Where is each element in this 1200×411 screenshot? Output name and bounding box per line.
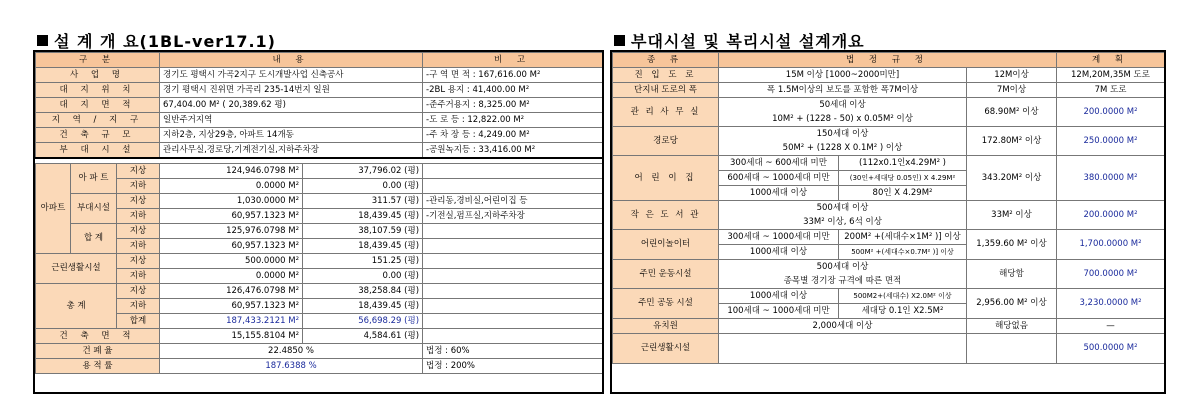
plan-value: 700.0000 M² (1057, 260, 1165, 289)
area-note (423, 224, 603, 239)
area-m2: 60,957.1323 M² (160, 299, 303, 314)
info-label: 지 역 / 지 구 (36, 113, 160, 128)
info-note: -주 차 장 등 : 4,249.00 M² (423, 128, 603, 143)
area-pyeong: 0.00 (평) (303, 269, 423, 284)
area-pyeong: 311.57 (평) (303, 194, 423, 209)
rule-formula: 200M² +(세대수×1M² )] 이상 (839, 230, 967, 245)
above-ground-label: 지상 (117, 224, 160, 239)
requirement: 343.20M² 이상 (967, 156, 1057, 201)
plan-value: 3,230.0000 M² (1057, 289, 1165, 319)
apartment-unit-label: 아 파 트 (71, 164, 117, 194)
above-ground-label: 지상 (117, 164, 160, 179)
header-type: 종 류 (613, 53, 719, 68)
above-ground-label: 지상 (117, 254, 160, 269)
requirement: 해당없음 (967, 319, 1057, 334)
plan-value: 200.0000 M² (1057, 98, 1165, 127)
below-ground-label: 지하 (117, 269, 160, 284)
rule-formula: 세대당 0.1인 X2.5M² (839, 304, 967, 319)
info-value: 경기도 평택시 가곡2지구 도시개발사업 신축공사 (160, 68, 423, 83)
right-title-text: 부대시설 및 복리시설 설계개요 (631, 32, 865, 51)
area-pyeong: 37,796.02 (평) (303, 164, 423, 179)
area-note (423, 179, 603, 194)
row-label: 경로당 (613, 127, 719, 156)
auxiliary-label: 부대시설 (71, 194, 117, 224)
legal-rule-detail: 종목별 경기장 규격에 따른 면적 (719, 274, 967, 289)
info-value: 일반주거지역 (160, 113, 423, 128)
left-section-title (37, 29, 276, 52)
rule-formula: (112x0.1인x4.29M² ) (839, 156, 967, 171)
requirement (967, 334, 1057, 364)
plan-value: 12M,20M,35M 도로 (1057, 68, 1165, 83)
requirement: 1,359.60 M² 이상 (967, 230, 1057, 260)
square-bullet-icon (614, 35, 625, 46)
total-area-pyeong: 56,698.29 (평) (303, 314, 423, 329)
area-m2: 60,957.1323 M² (160, 209, 303, 224)
area-note (423, 284, 603, 299)
coverage-label: 건 폐 율 (36, 344, 160, 359)
legal-rule: 500세대 이상 (719, 260, 967, 275)
info-label: 사 업 명 (36, 68, 160, 83)
row-label: 관 리 사 무 실 (613, 98, 719, 127)
requirement: 2,956.00 M² 이상 (967, 289, 1057, 319)
area-pyeong: 18,439.45 (평) (303, 239, 423, 254)
area-m2: 126,476.0798 M² (160, 284, 303, 299)
area-pyeong: 18,439.45 (평) (303, 299, 423, 314)
info-label: 부 대 시 설 (36, 143, 160, 159)
legal-rule: 폭 1.5M이상의 보도를 포함한 폭7M이상 (719, 83, 967, 98)
far-value: 187.6388 % (160, 359, 423, 374)
total-label: 총 계 (36, 284, 117, 329)
requirement: 해당함 (967, 260, 1057, 289)
header-category: 구 분 (36, 53, 160, 68)
sum-label: 합 계 (71, 224, 117, 254)
building-area-m2: 15,155.8104 M² (160, 329, 303, 344)
area-note (423, 269, 603, 284)
rule-condition: 600세대 ~ 1000세대 미만 (719, 171, 839, 186)
info-label: 건 축 규 모 (36, 128, 160, 143)
info-note: -도 로 등 : 12,822.00 M² (423, 113, 603, 128)
plan-value: 250.0000 M² (1057, 127, 1165, 156)
area-pyeong: 0.00 (평) (303, 179, 423, 194)
coverage-value: 22.4850 % (160, 344, 423, 359)
legal-rule: 15M 이상 [1000~2000미만] (719, 68, 967, 83)
info-note: -공원녹지등 : 33,416.00 M² (423, 143, 603, 159)
apartment-label: 아파트 (36, 164, 71, 254)
info-value: 관리사무실,경로당,기계전기실,지하주차장 (160, 143, 423, 159)
rule-condition: 1000세대 이상 (719, 289, 839, 304)
far-note: 법정 : 200% (423, 359, 603, 374)
rule-formula: 500M2+(세대수) X2.0M² 이상 (839, 289, 967, 304)
rule-condition: 1000세대 이상 (719, 245, 839, 260)
below-ground-label: 지하 (117, 209, 160, 224)
row-label: 진 입 도 로 (613, 68, 719, 83)
area-m2: 1,030.0000 M² (160, 194, 303, 209)
area-pyeong: 38,107.59 (평) (303, 224, 423, 239)
area-note (423, 254, 603, 269)
area-note (423, 164, 603, 179)
area-m2: 125,976.0798 M² (160, 224, 303, 239)
rule-formula: 80인 X 4.29M² (839, 186, 967, 201)
row-label: 근린생활시설 (613, 334, 719, 364)
far-label: 용 적 률 (36, 359, 160, 374)
legal-rule (719, 334, 967, 364)
area-note (423, 314, 603, 329)
info-label: 대 지 면 적 (36, 98, 160, 113)
area-m2: 124,946.0798 M² (160, 164, 303, 179)
plan-value: 200.0000 M² (1057, 201, 1165, 230)
rule-condition: 1000세대 이상 (719, 186, 839, 201)
area-pyeong: 38,258.84 (평) (303, 284, 423, 299)
requirement: 172.80M² 이상 (967, 127, 1057, 156)
below-ground-label: 지하 (117, 239, 160, 254)
area-note (423, 239, 603, 254)
area-m2: 60,957.1323 M² (160, 239, 303, 254)
legal-rule: 50세대 이상 (719, 98, 967, 113)
legal-rule-detail: 10M² + (1228 - 50) x 0.05M² 이상 (719, 112, 967, 127)
info-note: -준주거용지 : 8,325.00 M² (423, 98, 603, 113)
header-plan: 계 획 (1057, 53, 1165, 68)
below-ground-label: 지하 (117, 299, 160, 314)
requirement: 12M이상 (967, 68, 1057, 83)
legal-rule-detail: 33M² 이상, 6석 이상 (719, 215, 967, 230)
below-ground-label: 지하 (117, 179, 160, 194)
header-legal-rule: 법 정 규 정 (719, 53, 1057, 68)
above-ground-label: 지상 (117, 194, 160, 209)
header-content: 내 용 (160, 53, 423, 68)
area-note: -기전실,펌프실,지하주차장 (423, 209, 603, 224)
legal-rule: 500세대 이상 (719, 201, 967, 216)
header-remarks: 비 고 (423, 53, 603, 68)
area-m2: 500.0000 M² (160, 254, 303, 269)
row-label: 주민 공동 시설 (613, 289, 719, 319)
legal-rule: 2,000세대 이상 (719, 319, 967, 334)
area-note: -관리동,경비실,어린이집 등 (423, 194, 603, 209)
legal-rule-detail: 50M² + (1228 X 0.1M² ) 이상 (719, 141, 967, 156)
info-value: 67,404.00 M² ( 20,389.62 평) (160, 98, 423, 113)
area-m2: 0.0000 M² (160, 179, 303, 194)
coverage-note: 법정 : 60% (423, 344, 603, 359)
requirement: 33M² 이상 (967, 201, 1057, 230)
legal-rule: 150세대 이상 (719, 127, 967, 142)
rule-formula: (30인+세대당 0.05인) X 4.29M² (839, 171, 967, 186)
info-label: 대 지 위 치 (36, 83, 160, 98)
plan-value: 500.0000 M² (1057, 334, 1165, 364)
rule-formula: 500M² +(세대수×0.7M² )] 이상 (839, 245, 967, 260)
rule-condition: 100세대 ~ 1000세대 미만 (719, 304, 839, 319)
building-area-label: 건 축 면 적 (36, 329, 160, 344)
area-pyeong: 151.25 (평) (303, 254, 423, 269)
info-note: -2BL 용지 : 41,400.00 M² (423, 83, 603, 98)
row-label: 단지내 도로의 폭 (613, 83, 719, 98)
plan-value: — (1057, 319, 1165, 334)
area-note (423, 299, 603, 314)
area-pyeong: 18,439.45 (평) (303, 209, 423, 224)
row-label: 어 린 이 집 (613, 156, 719, 201)
info-value: 경기 평택시 진위면 가곡리 235-14번지 일원 (160, 83, 423, 98)
above-ground-label: 지상 (117, 284, 160, 299)
neighborhood-label: 근린생활시설 (36, 254, 117, 284)
requirement: 68.90M² 이상 (967, 98, 1057, 127)
right-section-title (614, 29, 865, 52)
row-label: 유치원 (613, 319, 719, 334)
total-sum-label: 합계 (117, 314, 160, 329)
facilities-table (612, 52, 1165, 364)
row-label: 주민 운동시설 (613, 260, 719, 289)
design-overview-table (35, 52, 603, 374)
building-area-pyeong: 4,584.61 (평) (303, 329, 423, 344)
row-label: 작 은 도 서 관 (613, 201, 719, 230)
info-note: -구 역 면 적 : 167,616.00 M² (423, 68, 603, 83)
row-label: 어린이놀이터 (613, 230, 719, 260)
square-bullet-icon (37, 35, 48, 46)
plan-value: 7M 도로 (1057, 83, 1165, 98)
area-note (423, 329, 603, 344)
rule-condition: 300세대 ~ 1000세대 미만 (719, 230, 839, 245)
area-m2: 0.0000 M² (160, 269, 303, 284)
plan-value: 380.0000 M² (1057, 156, 1165, 201)
total-area-m2: 187,433.2121 M² (160, 314, 303, 329)
info-value: 지하2층, 지상29층, 아파트 14개동 (160, 128, 423, 143)
left-title-text: 설 계 개 요(1BL-ver17.1) (54, 32, 276, 51)
rule-condition: 300세대 ~ 600세대 미만 (719, 156, 839, 171)
plan-value: 1,700.0000 M² (1057, 230, 1165, 260)
requirement: 7M이상 (967, 83, 1057, 98)
